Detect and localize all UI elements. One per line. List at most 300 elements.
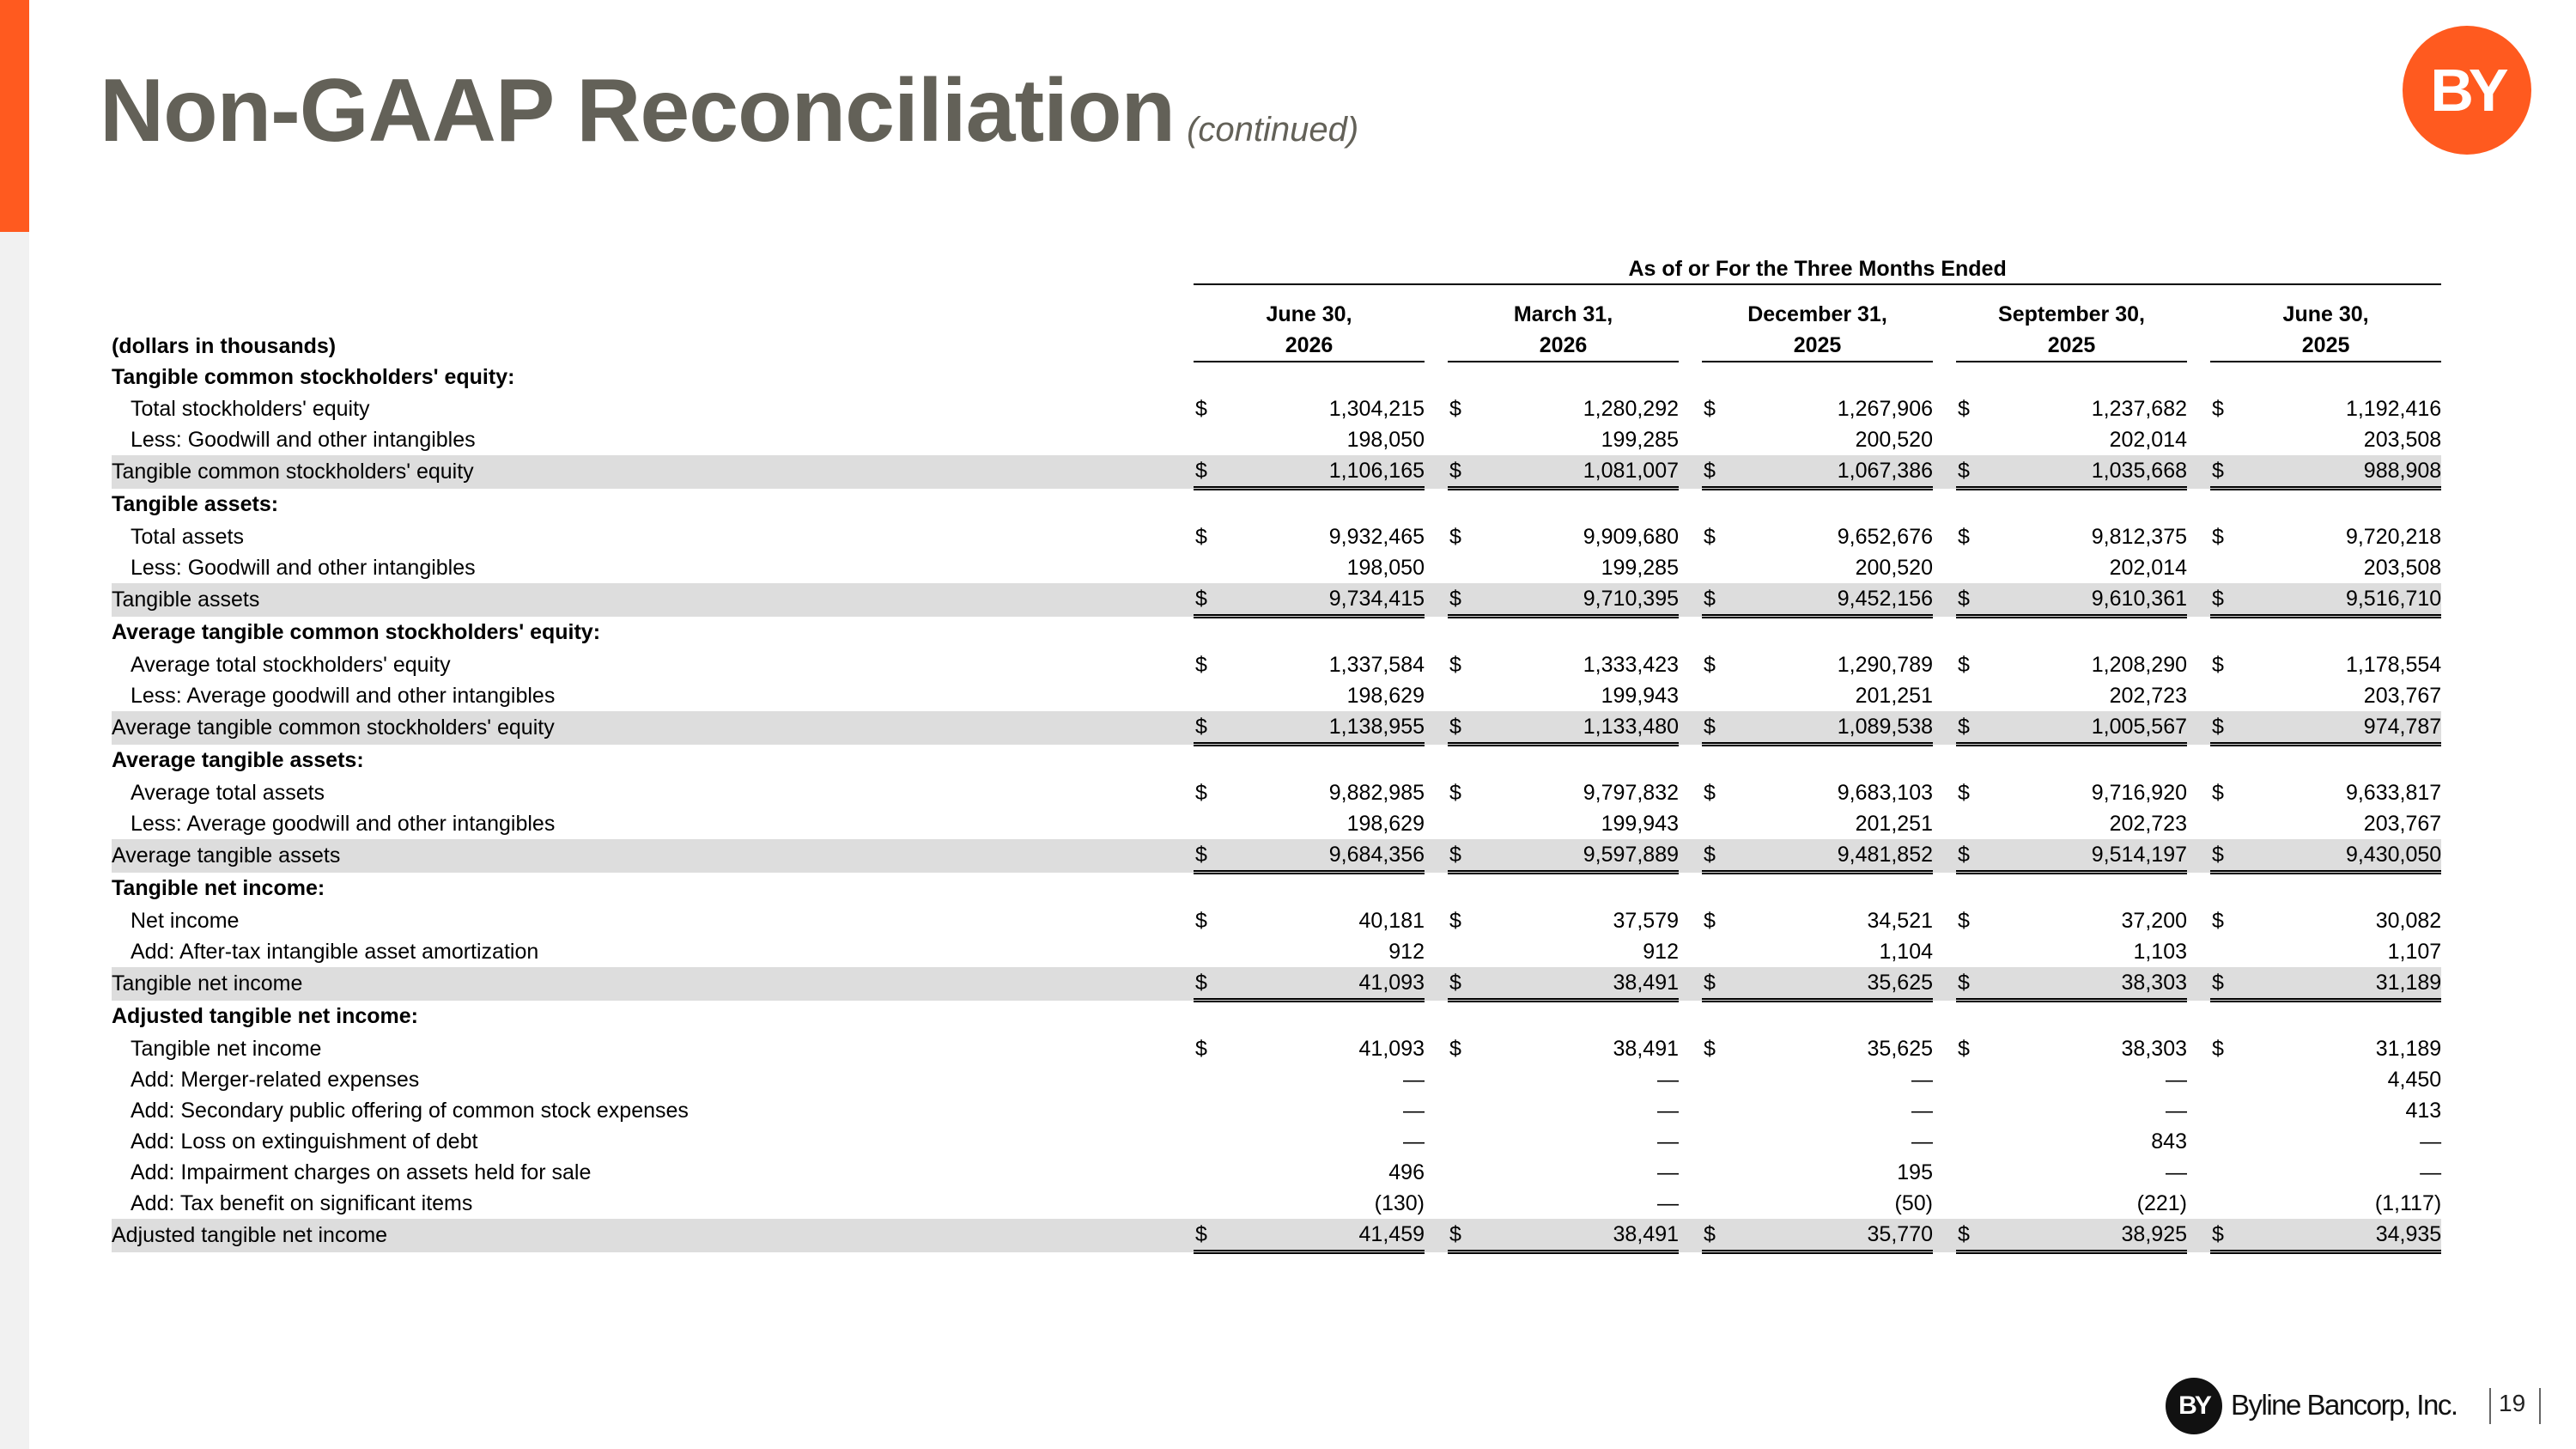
value-cell: 198,050: [1346, 555, 1425, 580]
value-cell: 1,138,955: [1218, 711, 1425, 745]
section-header-row: [112, 362, 2441, 393]
header-gap: [1425, 284, 1448, 362]
cell-gap: [2187, 552, 2210, 583]
value-cell: 34,935: [2234, 1219, 2441, 1252]
value-cell: 1,208,290: [2091, 652, 2187, 677]
cell-gap: [1933, 521, 1956, 552]
row-label: Tangible common stockholders' equity:: [112, 365, 515, 389]
value-cell: 200,520: [1855, 555, 1933, 580]
cell-gap: [2187, 839, 2210, 873]
currency-symbol: [1956, 808, 1980, 839]
value-cell: 9,797,832: [1583, 780, 1679, 805]
currency-symbol: $: [1702, 455, 1726, 489]
section-header-row: [112, 489, 2441, 522]
currency-symbol: [1194, 1126, 1218, 1157]
cell-gap: [1425, 1064, 1448, 1095]
value-cell: 199,943: [1601, 683, 1679, 708]
currency-symbol: $: [1448, 839, 1472, 873]
cell-gap: [1425, 1188, 1448, 1219]
cell-gap: [1679, 905, 1702, 936]
table-row: [112, 521, 2441, 552]
currency-symbol: [1702, 1157, 1726, 1188]
row-label: Average total stockholders' equity: [131, 652, 451, 677]
cell-gap: [2187, 455, 2210, 489]
row-label: Adjusted tangible net income: [112, 1222, 388, 1247]
currency-symbol: $: [2212, 908, 2224, 933]
value-cell: 843: [2151, 1129, 2187, 1154]
value-cell: 496: [1388, 1160, 1425, 1184]
cell-gap: [2187, 1033, 2210, 1064]
row-label: Add: Loss on extinguishment of debt: [131, 1129, 478, 1154]
currency-symbol: $: [1448, 1219, 1472, 1252]
value-cell: 1,178,554: [2345, 652, 2442, 677]
value-cell: 912: [1643, 939, 1679, 964]
cell-gap: [1425, 967, 1448, 1001]
cell-gap: [1679, 1219, 1702, 1252]
table-row: [112, 649, 2441, 680]
value-cell: —: [1911, 1067, 1933, 1092]
value-cell: 9,610,361: [1980, 583, 2187, 617]
currency-symbol: $: [2210, 583, 2234, 617]
value-cell: 1,337,584: [1328, 652, 1425, 677]
value-cell: —: [2166, 1067, 2187, 1092]
currency-symbol: $: [1702, 583, 1726, 617]
currency-symbol: $: [1702, 839, 1726, 873]
value-cell: 31,189: [2375, 1036, 2442, 1061]
currency-symbol: $: [1704, 908, 1716, 933]
table-row: [112, 1157, 2441, 1188]
currency-symbol: $: [2210, 967, 2234, 1001]
value-cell: 31,189: [2234, 967, 2441, 1001]
cell-gap: [1679, 583, 1702, 617]
currency-symbol: $: [2210, 455, 2234, 489]
total-row: [112, 583, 2441, 617]
cell-gap: [1679, 808, 1702, 839]
reconciliation-table-container: [112, 247, 2442, 1254]
currency-symbol: [1702, 1064, 1726, 1095]
table-row: [112, 680, 2441, 711]
header-gap: [1679, 284, 1702, 362]
total-row: [112, 839, 2441, 873]
column-header-year: 2026: [1539, 333, 1588, 357]
cell-gap: [2187, 1064, 2210, 1095]
currency-symbol: [1448, 808, 1472, 839]
cell-gap: [1933, 649, 1956, 680]
row-label: Tangible net income: [112, 971, 303, 995]
cell-gap: [1679, 552, 1702, 583]
value-cell: 195: [1897, 1160, 1933, 1184]
value-cell: (221): [2136, 1190, 2187, 1215]
cell-gap: [2187, 521, 2210, 552]
currency-symbol: $: [1702, 711, 1726, 745]
row-label: Less: Average goodwill and other intangibles: [131, 683, 556, 708]
row-label: Less: Average goodwill and other intangibles: [131, 811, 556, 836]
value-cell: 202,723: [2109, 811, 2187, 836]
currency-symbol: [1702, 424, 1726, 455]
currency-symbol: $: [1194, 583, 1218, 617]
currency-symbol: [1194, 424, 1218, 455]
currency-symbol: $: [2212, 524, 2224, 549]
cell-gap: [1933, 936, 1956, 967]
row-label: Adjusted tangible net income:: [112, 1004, 418, 1029]
currency-symbol: $: [1449, 908, 1461, 933]
footer-divider: [2489, 1388, 2491, 1424]
cell-gap: [2187, 680, 2210, 711]
row-label: Tangible net income: [131, 1036, 322, 1061]
value-cell: —: [1911, 1129, 1933, 1154]
value-cell: 9,652,676: [1837, 524, 1933, 549]
value-cell: 9,720,218: [2345, 524, 2442, 549]
value-cell: 1,237,682: [2091, 396, 2187, 421]
cell-gap: [1933, 393, 1956, 424]
cell-gap: [1425, 521, 1448, 552]
value-cell: 988,908: [2234, 455, 2441, 489]
row-label: Average total assets: [131, 780, 325, 805]
column-header-month: September 30,: [1998, 302, 2145, 326]
cell-gap: [2187, 1219, 2210, 1252]
cell-gap: [2187, 583, 2210, 617]
total-row: [112, 455, 2441, 489]
row-label: Add: After-tax intangible asset amortization: [131, 939, 539, 964]
currency-symbol: [1956, 552, 1980, 583]
cell-gap: [1425, 808, 1448, 839]
currency-symbol: [1702, 1095, 1726, 1126]
value-cell: 35,625: [1726, 967, 1933, 1001]
value-cell: 9,734,415: [1218, 583, 1425, 617]
cell-gap: [1679, 936, 1702, 967]
value-cell: 1,333,423: [1583, 652, 1679, 677]
value-cell: 912: [1388, 939, 1425, 964]
currency-symbol: [1194, 1188, 1218, 1219]
currency-symbol: $: [1195, 1036, 1207, 1061]
column-header: [2210, 284, 2441, 362]
cell-gap: [1933, 552, 1956, 583]
value-cell: 1,267,906: [1837, 396, 1933, 421]
reconciliation-table: [112, 247, 2441, 1254]
value-cell: (50): [1894, 1190, 1933, 1215]
currency-symbol: [1956, 1126, 1980, 1157]
currency-symbol: $: [2212, 396, 2224, 421]
cell-gap: [1679, 1064, 1702, 1095]
value-cell: 1,304,215: [1328, 396, 1425, 421]
row-label: Less: Goodwill and other intangibles: [131, 427, 476, 452]
currency-symbol: [1448, 1157, 1472, 1188]
value-cell: —: [1403, 1067, 1425, 1092]
currency-symbol: $: [1195, 396, 1207, 421]
cell-gap: [1425, 455, 1448, 489]
value-cell: 203,508: [2363, 555, 2442, 580]
page-number: 19: [2499, 1390, 2526, 1416]
column-header-month: June 30,: [2282, 302, 2369, 326]
footer-divider: [2539, 1388, 2541, 1424]
currency-symbol: [1194, 552, 1218, 583]
currency-symbol: $: [1448, 967, 1472, 1001]
currency-symbol: [1194, 680, 1218, 711]
currency-symbol: $: [1195, 524, 1207, 549]
currency-symbol: [2210, 424, 2234, 455]
value-cell: 201,251: [1855, 683, 1933, 708]
value-cell: 9,633,817: [2345, 780, 2442, 805]
currency-symbol: $: [1704, 1036, 1716, 1061]
currency-symbol: $: [1956, 1219, 1980, 1252]
cell-gap: [1425, 1219, 1448, 1252]
currency-symbol: [2210, 1064, 2234, 1095]
currency-symbol: $: [1958, 396, 1970, 421]
table-row: [112, 936, 2441, 967]
row-label: Total stockholders' equity: [131, 396, 370, 421]
cell-gap: [1933, 1095, 1956, 1126]
cell-gap: [1425, 552, 1448, 583]
cell-gap: [1679, 1157, 1702, 1188]
currency-symbol: $: [1448, 455, 1472, 489]
currency-symbol: [1702, 808, 1726, 839]
row-label: Average tangible assets: [112, 843, 341, 868]
currency-symbol: [2210, 1188, 2234, 1219]
currency-symbol: [2210, 936, 2234, 967]
section-header-row: [112, 873, 2441, 906]
currency-symbol: $: [1956, 711, 1980, 745]
cell-gap: [1425, 1033, 1448, 1064]
cell-gap: [1425, 680, 1448, 711]
cell-gap: [1933, 1033, 1956, 1064]
value-cell: 1,089,538: [1726, 711, 1933, 745]
value-cell: —: [1657, 1160, 1679, 1184]
value-cell: 4,450: [2387, 1067, 2442, 1092]
value-cell: 413: [2405, 1098, 2442, 1123]
cell-gap: [2187, 711, 2210, 745]
cell-gap: [1679, 777, 1702, 808]
currency-symbol: $: [1702, 967, 1726, 1001]
units-label: (dollars in thousands): [112, 334, 337, 358]
value-cell: 35,625: [1867, 1036, 1933, 1061]
cell-gap: [1679, 1126, 1702, 1157]
cell-gap: [1933, 1064, 1956, 1095]
value-cell: 200,520: [1855, 427, 1933, 452]
value-cell: —: [1657, 1129, 1679, 1154]
value-cell: 1,106,165: [1218, 455, 1425, 489]
currency-symbol: [1702, 552, 1726, 583]
table-row: [112, 1188, 2441, 1219]
cell-gap: [1933, 808, 1956, 839]
currency-symbol: $: [1958, 652, 1970, 677]
currency-symbol: [2210, 1157, 2234, 1188]
value-cell: 38,925: [1980, 1219, 2187, 1252]
row-label: Average tangible common stockholders' equity: [112, 715, 555, 740]
value-cell: 9,716,920: [2091, 780, 2187, 805]
cell-gap: [2187, 936, 2210, 967]
value-cell: 199,943: [1601, 811, 1679, 836]
value-cell: 41,459: [1218, 1219, 1425, 1252]
value-cell: 41,093: [1218, 967, 1425, 1001]
super-header: As of or For the Three Months Ended: [1194, 247, 2441, 284]
cell-gap: [2187, 393, 2210, 424]
value-cell: 41,093: [1358, 1036, 1425, 1061]
currency-symbol: [1448, 1188, 1472, 1219]
currency-symbol: [1956, 1157, 1980, 1188]
value-cell: 38,491: [1613, 1036, 1679, 1061]
cell-gap: [1679, 680, 1702, 711]
value-cell: —: [1657, 1067, 1679, 1092]
value-cell: 38,303: [2121, 1036, 2187, 1061]
header-gap: [1933, 284, 1956, 362]
cell-gap: [1679, 424, 1702, 455]
column-header: [1702, 284, 1933, 362]
column-header-month: December 31,: [1747, 302, 1887, 326]
row-label: Average tangible common stockholders' equity:: [112, 620, 601, 645]
value-cell: (130): [1374, 1190, 1425, 1215]
column-header-month: June 30,: [1266, 302, 1352, 326]
cell-gap: [1933, 583, 1956, 617]
cell-gap: [1679, 711, 1702, 745]
value-cell: 203,767: [2363, 811, 2442, 836]
value-cell: 198,050: [1346, 427, 1425, 452]
value-cell: 1,005,567: [1980, 711, 2187, 745]
value-cell: 9,882,985: [1328, 780, 1425, 805]
cell-gap: [1679, 649, 1702, 680]
currency-symbol: [2210, 1126, 2234, 1157]
table-row: [112, 905, 2441, 936]
value-cell: 37,200: [2121, 908, 2187, 933]
currency-symbol: $: [1194, 455, 1218, 489]
cell-gap: [2187, 1188, 2210, 1219]
currency-symbol: $: [2210, 839, 2234, 873]
value-cell: (1,117): [2374, 1190, 2442, 1215]
page-title: [100, 60, 1358, 162]
value-cell: 199,285: [1601, 555, 1679, 580]
row-label: Add: Secondary public offering of common stock expenses: [131, 1098, 689, 1123]
cell-gap: [1933, 1126, 1956, 1157]
table-row: [112, 808, 2441, 839]
value-cell: 34,521: [1867, 908, 1933, 933]
cell-gap: [1933, 1219, 1956, 1252]
currency-symbol: $: [1702, 1219, 1726, 1252]
currency-symbol: [1194, 1095, 1218, 1126]
value-cell: 35,770: [1726, 1219, 1933, 1252]
table-body: [112, 362, 2441, 1252]
value-cell: —: [2166, 1160, 2187, 1184]
value-cell: —: [1657, 1098, 1679, 1123]
value-cell: 38,491: [1472, 967, 1679, 1001]
row-label: Average tangible assets:: [112, 748, 364, 773]
value-cell: 9,481,852: [1726, 839, 1933, 873]
value-cell: 1,133,480: [1472, 711, 1679, 745]
value-cell: 1,280,292: [1583, 396, 1679, 421]
currency-symbol: $: [1956, 967, 1980, 1001]
currency-symbol: $: [1194, 1219, 1218, 1252]
table-row: [112, 393, 2441, 424]
cell-gap: [1679, 1188, 1702, 1219]
value-cell: 203,508: [2363, 427, 2442, 452]
cell-gap: [2187, 777, 2210, 808]
currency-symbol: $: [1195, 780, 1207, 805]
value-cell: 198,629: [1346, 811, 1425, 836]
table-row: [112, 1064, 2441, 1095]
cell-gap: [1933, 1157, 1956, 1188]
value-cell: 38,491: [1472, 1219, 1679, 1252]
currency-symbol: [1448, 1126, 1472, 1157]
currency-symbol: [1448, 552, 1472, 583]
cell-gap: [1933, 905, 1956, 936]
currency-symbol: [1956, 424, 1980, 455]
value-cell: 198,629: [1346, 683, 1425, 708]
cell-gap: [1425, 936, 1448, 967]
value-cell: 202,014: [2109, 555, 2187, 580]
value-cell: 9,932,465: [1328, 524, 1425, 549]
cell-gap: [1933, 839, 1956, 873]
value-cell: —: [2420, 1129, 2442, 1154]
cell-gap: [1425, 1126, 1448, 1157]
cell-gap: [2187, 967, 2210, 1001]
table-row: [112, 552, 2441, 583]
cell-gap: [1679, 1033, 1702, 1064]
value-cell: 202,014: [2109, 427, 2187, 452]
column-header: [1448, 284, 1679, 362]
currency-symbol: [1448, 936, 1472, 967]
row-label: Tangible assets: [112, 587, 260, 612]
value-cell: 38,303: [1980, 967, 2187, 1001]
currency-symbol: [2210, 1095, 2234, 1126]
table-row: [112, 1126, 2441, 1157]
cell-gap: [1425, 583, 1448, 617]
column-header-month: March 31,: [1513, 302, 1613, 326]
cell-gap: [2187, 1157, 2210, 1188]
currency-symbol: [2210, 552, 2234, 583]
super-header-row: [112, 247, 2441, 284]
currency-symbol: [1448, 424, 1472, 455]
currency-symbol: [1702, 936, 1726, 967]
column-header: [1194, 284, 1425, 362]
currency-symbol: [2210, 680, 2234, 711]
currency-symbol: $: [1194, 711, 1218, 745]
currency-symbol: [1956, 1188, 1980, 1219]
row-label: Net income: [131, 908, 240, 933]
value-cell: 9,430,050: [2234, 839, 2441, 873]
value-cell: 9,684,356: [1218, 839, 1425, 873]
cell-gap: [1425, 711, 1448, 745]
value-cell: —: [1657, 1190, 1679, 1215]
currency-symbol: [1702, 1126, 1726, 1157]
value-cell: 9,514,197: [1980, 839, 2187, 873]
value-cell: 37,579: [1613, 908, 1679, 933]
row-label: Tangible net income:: [112, 876, 325, 901]
value-cell: 9,452,156: [1726, 583, 1933, 617]
cell-gap: [1425, 1157, 1448, 1188]
column-header-row: [112, 284, 2441, 362]
table-row: [112, 777, 2441, 808]
currency-symbol: [1702, 1188, 1726, 1219]
cell-gap: [1933, 711, 1956, 745]
value-cell: —: [2166, 1098, 2187, 1123]
value-cell: 203,767: [2363, 683, 2442, 708]
cell-gap: [2187, 1126, 2210, 1157]
cell-gap: [1425, 393, 1448, 424]
currency-symbol: [1194, 1064, 1218, 1095]
cell-gap: [1679, 967, 1702, 1001]
section-header-row: [112, 745, 2441, 778]
value-cell: 1,103: [2133, 939, 2187, 964]
cell-gap: [1933, 424, 1956, 455]
value-cell: 9,516,710: [2234, 583, 2441, 617]
value-cell: —: [1403, 1098, 1425, 1123]
currency-symbol: [1956, 680, 1980, 711]
column-header-year: 2025: [2301, 333, 2350, 357]
table-row: [112, 1095, 2441, 1126]
currency-symbol: $: [2212, 1036, 2224, 1061]
column-header: [1956, 284, 2187, 362]
cell-gap: [2187, 424, 2210, 455]
currency-symbol: $: [1956, 583, 1980, 617]
value-cell: 9,909,680: [1583, 524, 1679, 549]
